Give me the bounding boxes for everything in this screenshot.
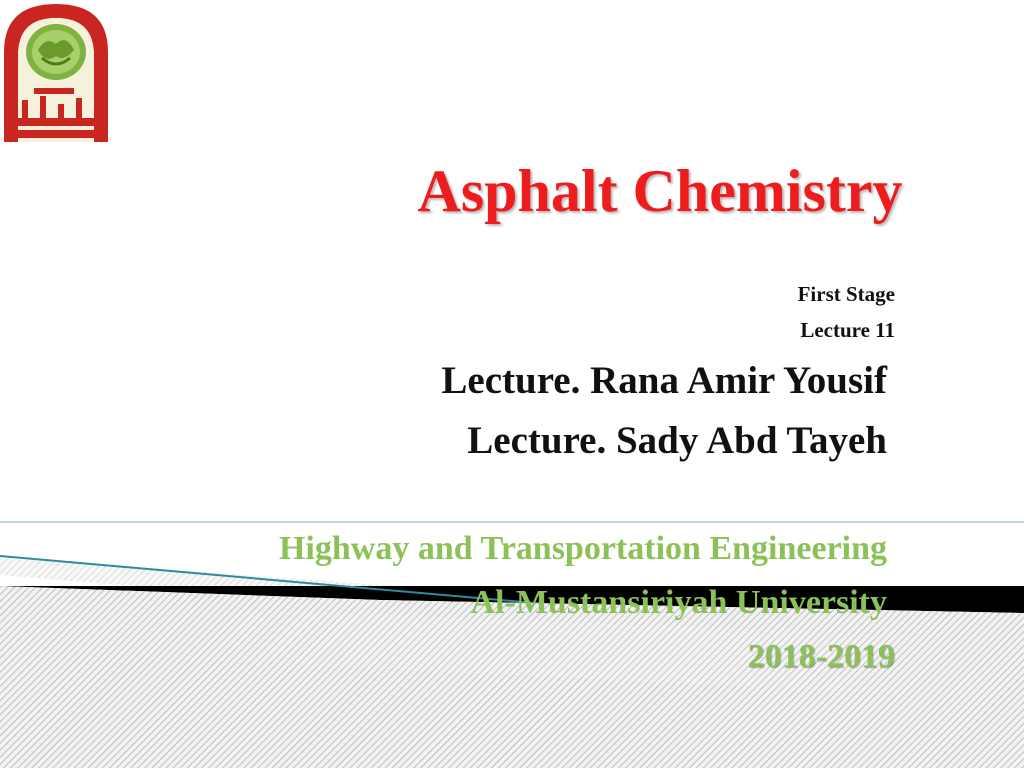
college-logo: [0, 0, 112, 142]
academic-year: 2018-2019: [747, 638, 895, 675]
stage-label: First Stage: [797, 282, 895, 306]
university-name: Al-Mustansiriyah University: [470, 584, 887, 621]
lecture-number: Lecture 11: [800, 318, 895, 342]
slide-title: Asphalt Chemistry: [417, 158, 903, 224]
lecturer-2: Lecture. Sady Abd Tayeh: [467, 419, 887, 462]
department-name: Highway and Transportation Engineering: [278, 530, 887, 567]
lecturer-1: Lecture. Rana Amir Yousif: [441, 359, 887, 402]
